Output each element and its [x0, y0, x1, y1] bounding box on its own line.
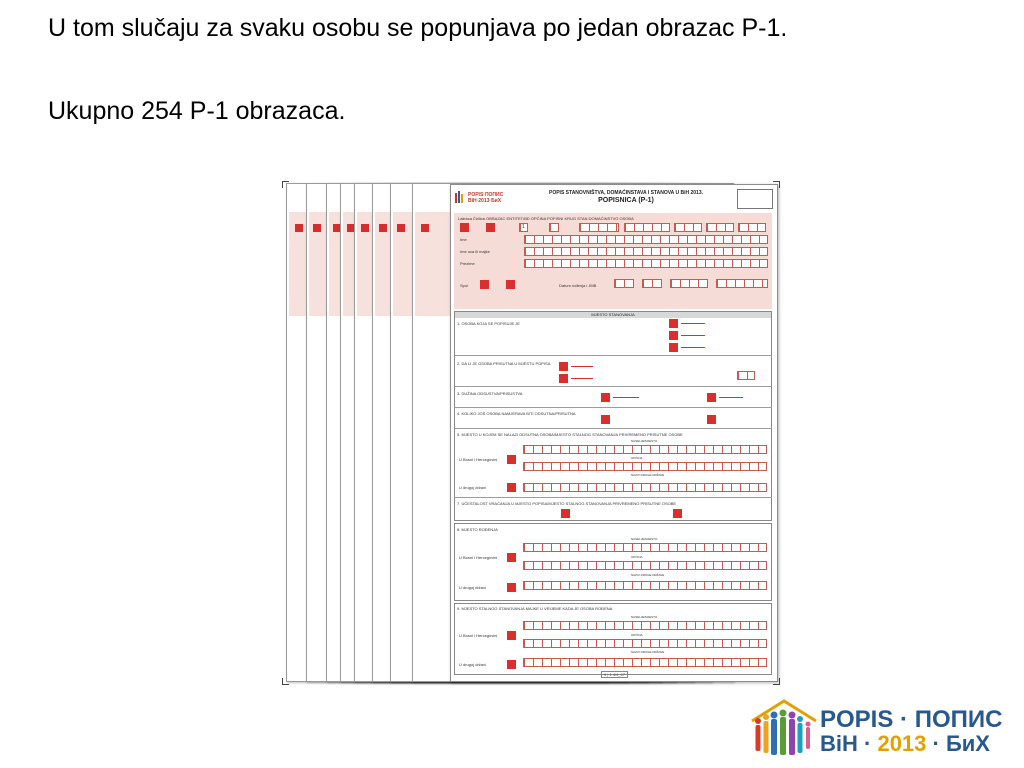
popis-2013-logo	[748, 697, 1003, 759]
q2-option-ne	[559, 374, 568, 383]
popisni-krug-box	[624, 223, 670, 232]
domacinstvo-box	[706, 223, 734, 232]
question-9: 9. MJESTO STALNOG STANOVANJA MAJKE U VRIJEME KADA JE OSOBA ROĐENA	[457, 606, 613, 611]
q2-code-cells	[737, 371, 755, 380]
q4-option-2	[707, 415, 716, 424]
opcina-box	[579, 223, 619, 232]
question-2: 2. DA LI JE OSOBA PRISUTNA U MJESTU POPISA	[457, 361, 551, 366]
logo-text-line-2: BiH · 2013 · БиХ	[820, 731, 990, 756]
mjesto-stanovanja-section: MJESTO STANOVANJA	[454, 311, 772, 521]
form-logo: POPIS·ПОПИС BiH·2013·БиХ	[454, 189, 494, 209]
q1-option-c	[669, 343, 678, 352]
form-note-box	[737, 189, 773, 209]
slide-text-line-1: U tom slučaju za svaku osobu se popunjava po jedan obrazac P-1.	[48, 14, 788, 42]
people-icon	[748, 697, 818, 759]
watermark-bosna-cyrillic: Босна и Херцеговина	[112, 431, 142, 690]
watermark-popis-small: POPIS·2013.	[89, 539, 111, 658]
mjesec-cells	[642, 279, 662, 288]
slide-text-line-2: Ukupno 254 P-1 obrazaca.	[48, 97, 346, 125]
form-footer-code: 5 | 1 4/4_07	[601, 671, 628, 678]
logo-text-line-1: POPIS · ПОПИС	[820, 706, 1003, 733]
godina-cells	[670, 279, 708, 288]
question-3: 3. DUŽINA ODSUSTVA/PRISUSTVA	[457, 391, 523, 396]
watermark-popis-cyrillic-small: ПОПИС·2013.	[163, 522, 185, 653]
form-p1-front: POPIS·ПОПИС BiH·2013·БиХ POPIS STANOVNIŠTVA, DOMAĆINSTAVA I STANOVA U BiH 2013. POPISNICA (P-1) Latinica Ćirilica OBRAZAC ENTITET/BD OPĆINA POPISNI KRUG STAN DOMAĆINSTVO OSOBA 1 Ime Ime oca ili majke Prezime Spol Datum rođenja i JMB MJESTO STANOVANJA 1. OSOBA KOJA SE POPISUJE JE 2. DA LI JE OSOBA PRISUTNA U MJESTU POPISA 3. DUŽINA ODSUSTVA/PRISUSTVA 4. KOLIKO JOŠ OSOBA NAMJERAVA BITI ODSUTNA/PRISUTNA 5. MJESTO U KOJEM SE NALAZI ODSUTNA OSOBA/MJESTO STALNOG STANOVANJA PRIVREMENO PRISUTNE OSOBE NASELJE/MJESTO U Bosni i Hercegovini OPĆINA NAZIV DRUGE DRŽAVE U drugoj državi 7. UČESTALOST VRAĆANJA U MJESTO POPISA/MJESTO STALNOG STANOVANJA PRIVREMENO PRISUTNE OSOBE 8. MJESTO ROĐENJA NASELJE/MJESTO U Bosni i Hercegovini OPĆINA NAZIV DRUGE DRŽAVE U drugoj državi 9. MJESTO STALNOG STANOVANJA MAJKE U VRIJEME KADA JE OSOBA ROĐENA NASELJE/MJESTO U Bosni i Hercegovini OPĆINA NAZIV DRUGE DRŽAVE U drugoj državi 5 | 1 4/4_07	[450, 184, 778, 682]
watermark-popis-cyrillic: Попис!ПОПИС·2013.	[150, 522, 188, 768]
form-title: POPIS STANOVNIŠTVA, DOMAĆINSTAVA I STANOVA U BiH 2013. POPISNICA (P-1)	[546, 190, 706, 204]
q7-option	[561, 509, 570, 518]
dan-cells	[614, 279, 634, 288]
q8-bih-checkbox	[507, 553, 516, 562]
q3-option	[601, 393, 610, 402]
census-forms-image	[284, 183, 778, 683]
ime-label: Ime	[460, 237, 467, 242]
watermark-popis: Popis!POPIS·2013.	[76, 539, 114, 760]
prezime-cells	[524, 259, 768, 268]
form-subtitle: POPISNICA (P-1)	[598, 197, 654, 204]
q5-druga-drzava-checkbox	[507, 483, 516, 492]
entitet-box	[549, 223, 559, 232]
ime-oca-cells	[524, 247, 768, 256]
q8-druga-drzava-checkbox	[507, 583, 516, 592]
question-1: 1. OSOBA KOJA SE POPISUJE JE	[457, 321, 520, 326]
q4-option	[601, 415, 610, 424]
cirilica-checkbox	[486, 223, 495, 232]
prezime-label: Prezime	[460, 261, 475, 266]
q2-option-da	[559, 362, 568, 371]
datum-label: Datum rođenja i JMB	[559, 283, 597, 288]
q7-option-2	[673, 509, 682, 518]
jmb-cells	[716, 279, 768, 288]
latinica-checkbox	[460, 223, 469, 232]
watermark-bosna: Bosna i Hercegovina	[53, 391, 75, 577]
question-8: 8. MJESTO ROĐENJA	[457, 527, 498, 532]
stan-box	[674, 223, 702, 232]
watermark-census: Census!Bosna i Hercegovina	[40, 391, 78, 715]
form-header	[451, 185, 777, 213]
osoba-box	[738, 223, 766, 232]
spol-label: Spol	[460, 283, 469, 288]
spol-muski-checkbox	[480, 280, 489, 289]
q3-option-2	[707, 393, 716, 402]
logo-year: 2013	[877, 731, 927, 756]
form-header-fields: Latinica Ćirilica OBRAZAC ENTITET/BD OPĆINA POPISNI KRUG STAN DOMAĆINSTVO OSOBA	[458, 216, 634, 221]
spol-zenski-checkbox	[506, 280, 515, 289]
form-identification-area: Latinica Ćirilica OBRAZAC ENTITET/BD OPĆINA POPISNI KRUG STAN DOMAĆINSTVO OSOBA 1 Ime Ime oca ili majke Prezime Spol Datum rođenja i JMB	[454, 213, 772, 309]
q1-option-a	[669, 319, 678, 328]
q9-bih-checkbox	[507, 631, 516, 640]
q5-bih-checkbox	[507, 455, 516, 464]
question-5: 5. MJESTO U KOJEM SE NALAZI ODSUTNA OSOBA/MJESTO STALNOG STANOVANJA PRIVREMENO PRISUTNE OSOBE	[457, 432, 683, 437]
question-4: 4. KOLIKO JOŠ OSOBA NAMJERAVA BITI ODSUTNA/PRISUTNA	[457, 411, 576, 416]
ime-oca-label: Ime oca ili majke	[460, 249, 490, 254]
question-7: 7. UČESTALOST VRAĆANJA U MJESTO POPISA/MJESTO STALNOG STANOVANJA PRIVREMENO PRISUTNE OSOBE	[457, 501, 677, 506]
q1-option-b	[669, 331, 678, 340]
ime-cells	[524, 235, 768, 244]
q9-druga-drzava-checkbox	[507, 660, 516, 669]
